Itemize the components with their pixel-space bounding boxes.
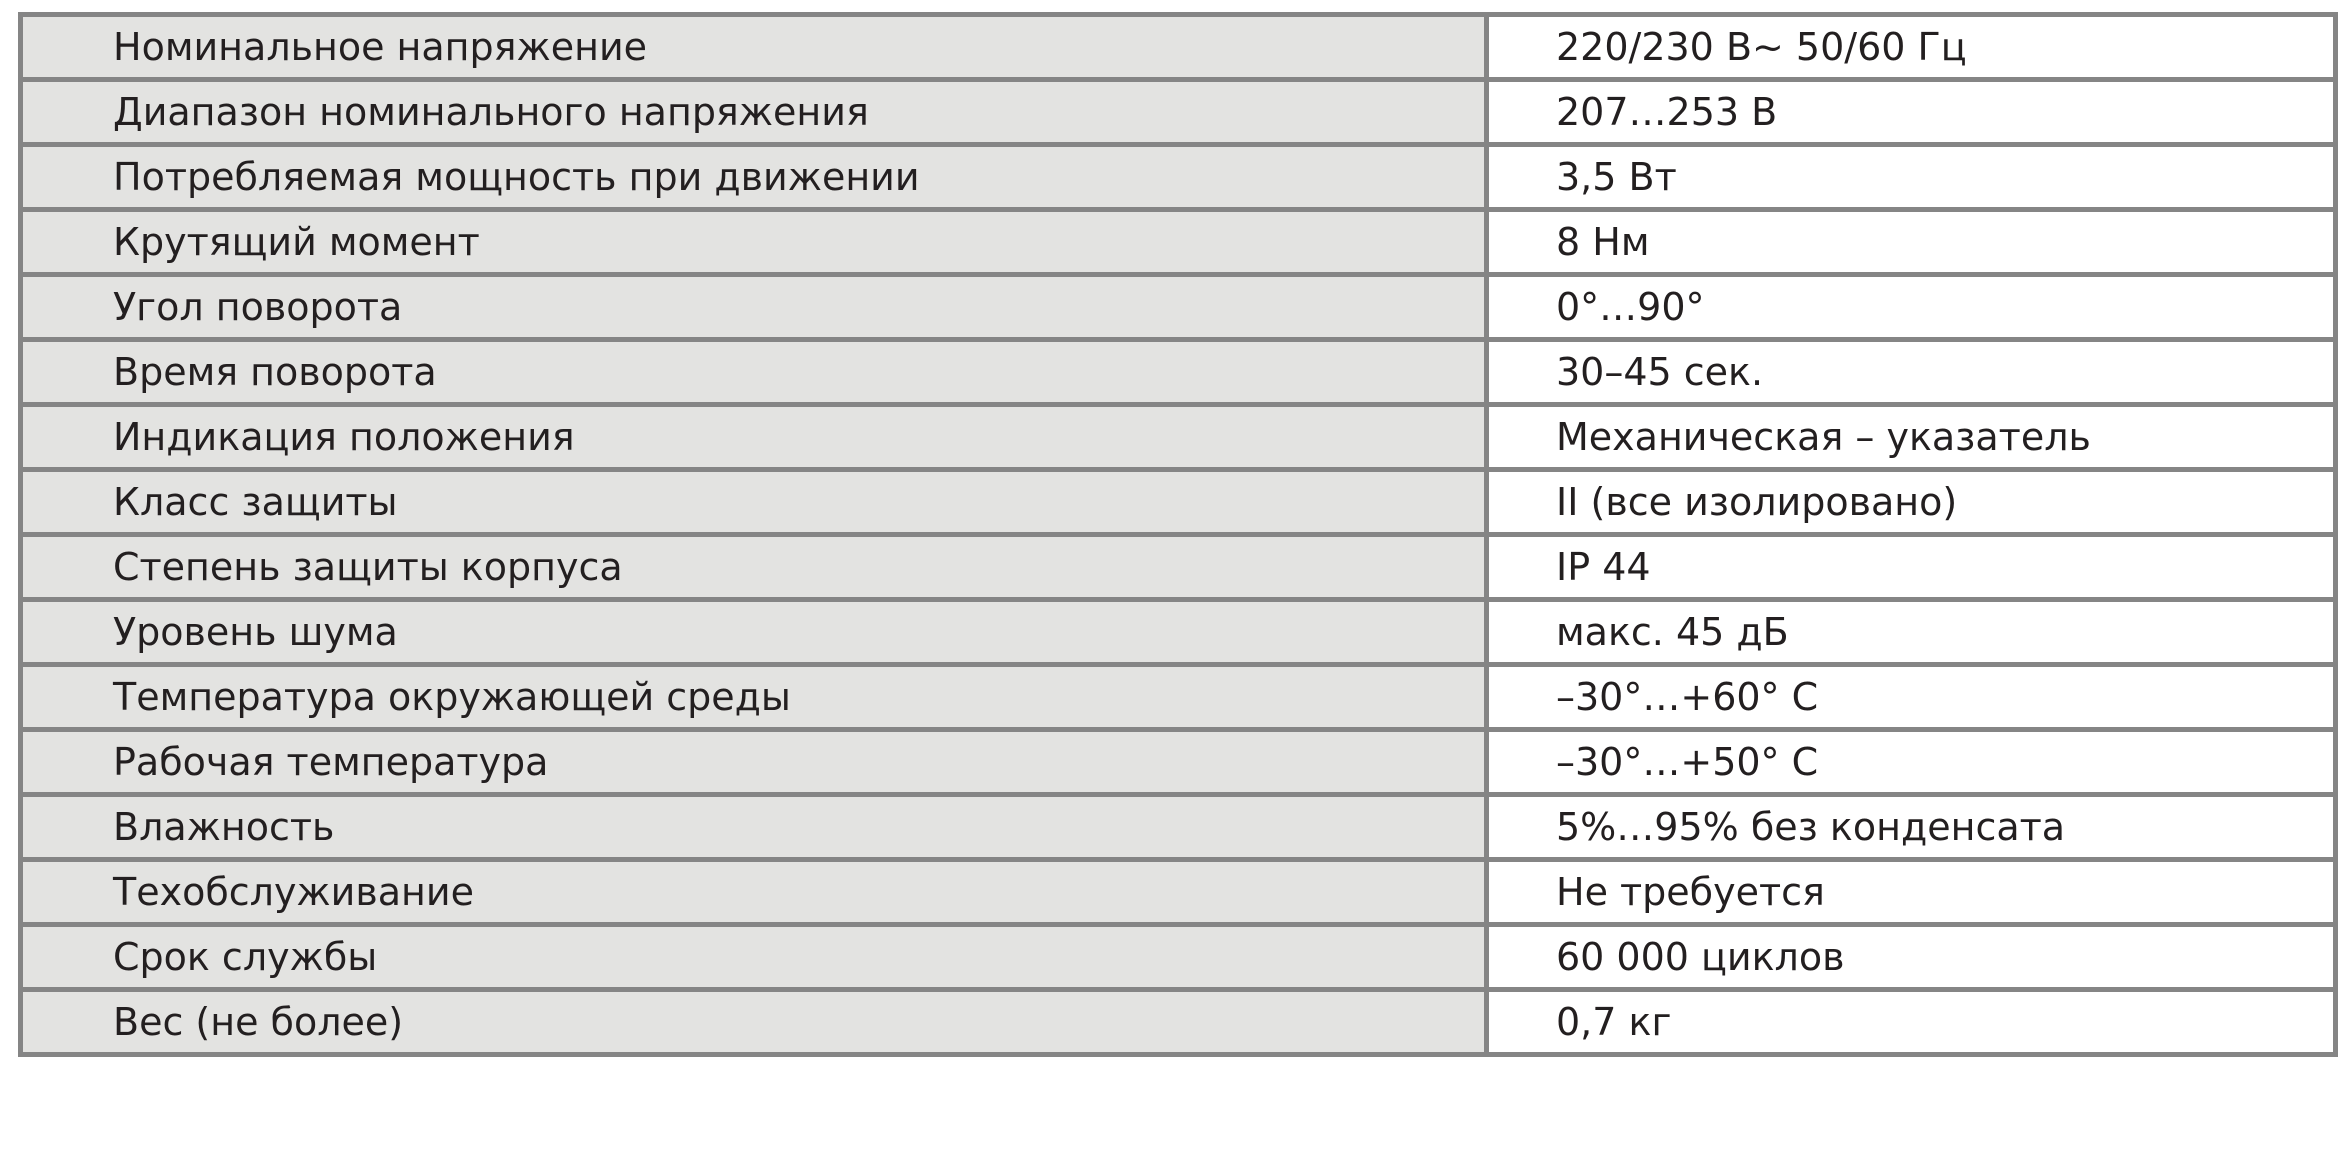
table-row <box>21 145 2336 210</box>
parameter-name: Диапазон номинального напряжения <box>21 80 1487 145</box>
table-row <box>21 275 2336 340</box>
parameter-name: Срок службы <box>21 925 1487 990</box>
parameter-value: 3,5 Вт <box>1487 145 2336 210</box>
parameter-value: 30–45 сек. <box>1487 340 2336 405</box>
parameter-value: 0°…90° <box>1487 275 2336 340</box>
parameter-value: Механическая – указатель <box>1487 405 2336 470</box>
table-row <box>21 925 2336 990</box>
parameter-value: II (все изолировано) <box>1487 470 2336 535</box>
parameter-value: 8 Нм <box>1487 210 2336 275</box>
parameter-name: Индикация положения <box>21 405 1487 470</box>
table-row <box>21 860 2336 925</box>
table-row <box>21 15 2336 80</box>
parameter-name: Техобслуживание <box>21 860 1487 925</box>
parameter-name: Класс защиты <box>21 470 1487 535</box>
table-row <box>21 795 2336 860</box>
table-row <box>21 730 2336 795</box>
parameter-name: Вес (не более) <box>21 990 1487 1055</box>
parameter-value: IP 44 <box>1487 535 2336 600</box>
parameter-value: Не требуется <box>1487 860 2336 925</box>
table-row <box>21 210 2336 275</box>
parameter-name: Потребляемая мощность при движении <box>21 145 1487 210</box>
parameter-name: Номинальное напряжение <box>21 15 1487 80</box>
specifications-table <box>18 12 2338 1057</box>
parameter-value: 60 000 циклов <box>1487 925 2336 990</box>
table-row <box>21 535 2336 600</box>
parameter-value: 5%…95% без конденсата <box>1487 795 2336 860</box>
parameter-name: Крутящий момент <box>21 210 1487 275</box>
table-row <box>21 990 2336 1055</box>
table-row <box>21 80 2336 145</box>
table-row <box>21 405 2336 470</box>
table-row <box>21 600 2336 665</box>
table-row <box>21 665 2336 730</box>
parameter-value: –30°…+50° C <box>1487 730 2336 795</box>
parameter-name: Влажность <box>21 795 1487 860</box>
parameter-name: Температура окружающей среды <box>21 665 1487 730</box>
parameter-value: –30°…+60° C <box>1487 665 2336 730</box>
parameter-name: Рабочая температура <box>21 730 1487 795</box>
parameter-name: Уровень шума <box>21 600 1487 665</box>
parameter-value: 207…253 В <box>1487 80 2336 145</box>
table-row <box>21 340 2336 405</box>
parameter-name: Время поворота <box>21 340 1487 405</box>
parameter-value: 220/230 В~ 50/60 Гц <box>1487 15 2336 80</box>
parameter-value: 0,7 кг <box>1487 990 2336 1055</box>
table-row <box>21 470 2336 535</box>
parameter-value: макс. 45 дБ <box>1487 600 2336 665</box>
parameter-name: Степень защиты корпуса <box>21 535 1487 600</box>
parameter-name: Угол поворота <box>21 275 1487 340</box>
